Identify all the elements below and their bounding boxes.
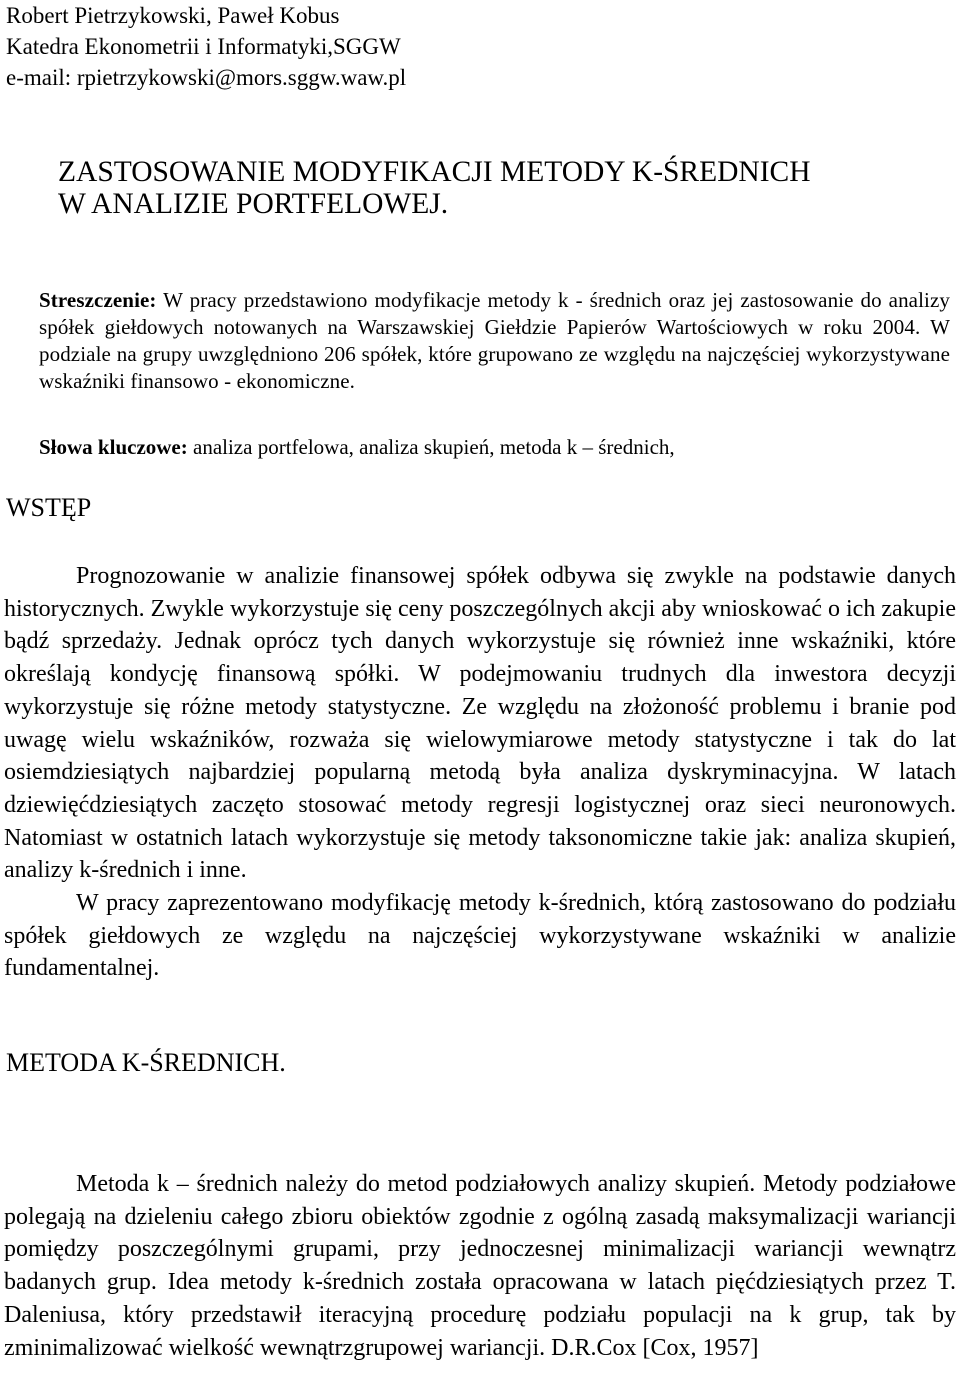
keywords xyxy=(39,434,950,461)
intro-paragraph-1: Prognozowanie w analizie finansowej spółek odbywa się zwykle na podstawie danych historycznych. Zwykle wykorzystuje się ceny poszczególnych akcji aby wnioskować o ich zakupie bądź sprzedaży. Jednak oprócz tych danych wykorzystuje się również inne wskaźniki, które określają kondycję finansową spółki. W podejmowaniu trudnych dla inwestora decyzji wykorzystuje się różne metody statystyczne. Ze względu na złożoność problemu i branie pod uwagę wielu wskaźników, rozważa się wielowymiarowe metody statystyczne i tak do lat osiemdziesiątych najbardziej popularną metodą była analiza dyskryminacyjna. W latach dziewięćdziesiątych zaczęto stosować metody regresji logistycznej oraz sieci neuronowych. Natomiast w ostatnich latach wykorzystuje się metody taksonomiczne takie jak: analiza skupień, analizy k-średnich i inne. xyxy=(4,563,956,884)
paper-title xyxy=(58,156,811,220)
abstract xyxy=(39,287,950,395)
author-names: Robert Pietrzykowski, Paweł Kobus xyxy=(6,3,340,28)
author-email: e-mail: rpietrzykowski@mors.sggw.waw.pl xyxy=(6,65,407,90)
keywords-label: Słowa kluczowe: xyxy=(39,435,188,459)
section-heading-kmeans: METODA K-ŚREDNICH. xyxy=(6,1048,286,1077)
intro-body xyxy=(4,560,956,985)
title-line-2: W ANALIZIE PORTFELOWEJ. xyxy=(58,188,449,220)
keywords-text: analiza portfelowa, analiza skupień, metoda k – średnich, xyxy=(187,435,675,459)
kmeans-body xyxy=(4,1168,956,1364)
section-heading-intro: WSTĘP xyxy=(6,493,92,522)
title-line-1: ZASTOSOWANIE MODYFIKACJI METODY K-ŚREDNICH xyxy=(58,156,811,188)
kmeans-paragraph-1: Metoda k – średnich należy do metod podziałowych analizy skupień. Metody podziałowe polegają na dzieleniu całego zbioru obiektów zgodnie z ogólną zasadą maksymalizacji wariancji pomiędzy poszczególnymi grupami, przy jednoczesnej minimalizacji wariancji wewnątrz badanych grup. Idea metody k-średnich została opracowana w latach pięćdziesiątych przez T. Daleniusa, który przedstawił iteracyjną procedurę podziału populacji na k grup, tak by zminimalizować wielkość wewnątrzgrupowej wariancji. D.R.Cox [Cox, 1957] xyxy=(4,1171,956,1361)
abstract-text: W pracy przedstawiono modyfikacje metody k - średnich oraz jej zastosowanie do analizy spółek giełdowych notowanych na Warszawskiej Giełdzie Papierów Wartościowych w roku 2004. W podziale na grupy uwzględniono 206 spółek, które grupowano ze względu na najczęściej wykorzystywane wskaźniki finansowo - ekonomiczne. xyxy=(39,288,950,393)
author-block xyxy=(6,0,406,93)
author-affiliation: Katedra Ekonometrii i Informatyki,SGGW xyxy=(6,34,401,59)
abstract-label: Streszczenie: xyxy=(39,288,157,312)
intro-paragraph-2: W pracy zaprezentowano modyfikację metody k-średnich, którą zastosowano do podziału spółek giełdowych ze względu na najczęściej wykorzystywane wskaźniki w analizie fundamentalnej. xyxy=(4,890,956,982)
